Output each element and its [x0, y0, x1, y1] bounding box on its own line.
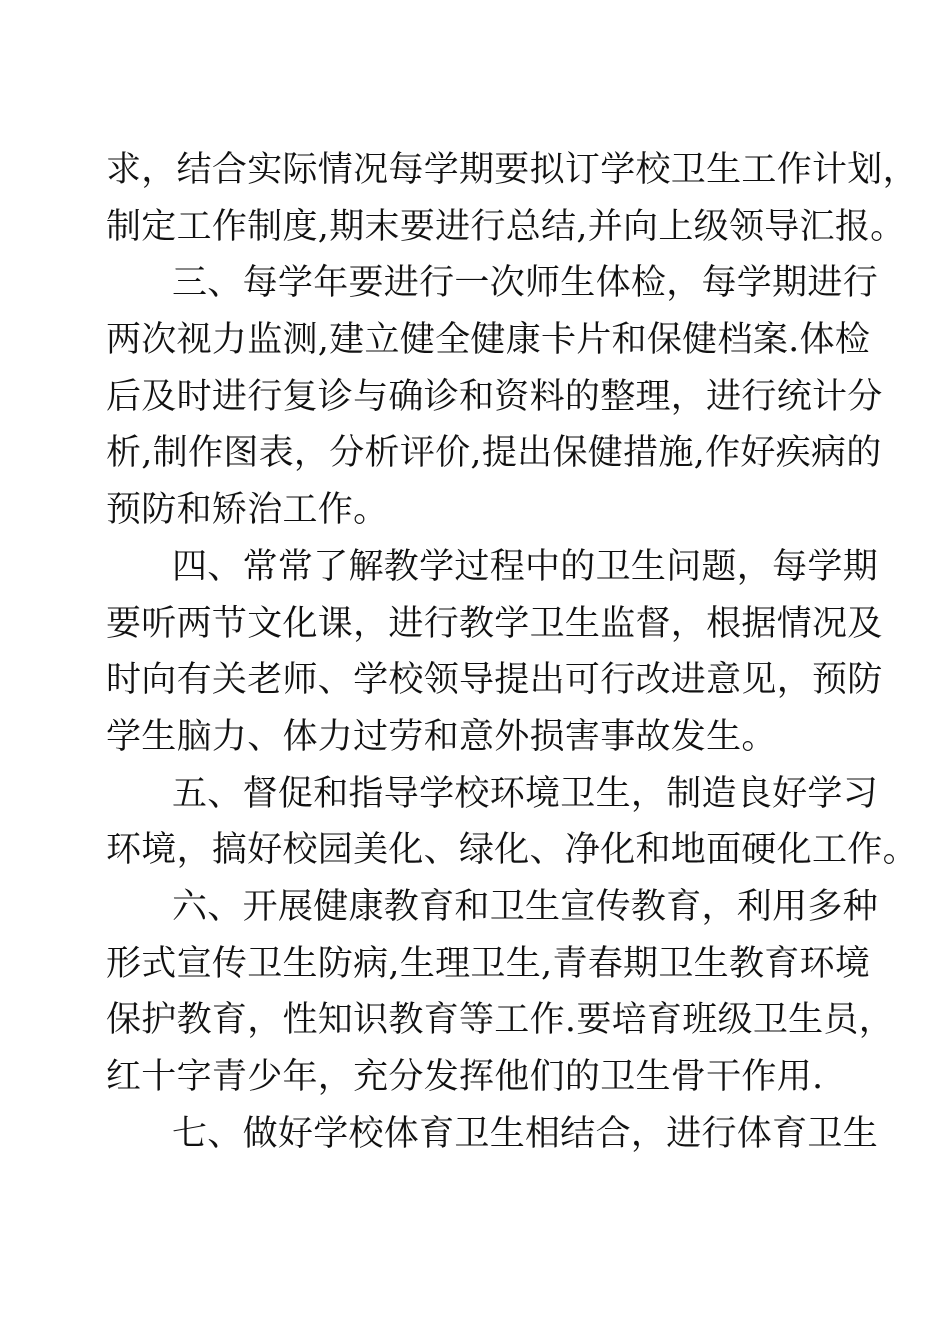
paragraph-start-line: 三、每学年要进行一次师生体检，每学期进行	[172, 263, 879, 304]
text-line: 红十字青少年，充分发挥他们的卫生骨干作用.	[106, 1057, 824, 1097]
text-line: 两次视力监测,建立健全健康卡片和保健档案.体检	[106, 320, 871, 361]
paragraph-start-line: 七、做好学校体育卫生相结合，进行体育卫生	[172, 1113, 879, 1154]
paragraph-start-line: 四、常常了解教学过程中的卫生问题，每学期	[172, 546, 879, 587]
text-line: 形式宣传卫生防病,生理卫生,青春期卫生教育环境	[106, 943, 871, 984]
text-line: 保护教育，性知识教育等工作.要培育班级卫生员，	[106, 1000, 895, 1041]
text-line: 时向有关老师、学校领导提出可行改进意见，预防	[106, 660, 883, 701]
text-line: 后及时进行复诊与确诊和资料的整理，进行统计分	[106, 376, 883, 417]
paragraph-start-line: 五、督促和指导学校环境卫生，制造良好学习	[172, 773, 879, 814]
paragraph-start-line: 六、开展健康教育和卫生宣传教育，利用多种	[172, 886, 879, 927]
text-line: 要听两节文化课，进行教学卫生监督，根据情况及	[106, 603, 883, 644]
text-line: 环境，搞好校园美化、绿化、净化和地面硬化工作。	[106, 830, 918, 871]
text-line: 求，结合实际情况每学期要拟订学校卫生工作计划，	[106, 150, 918, 190]
text-line: 制定工作制度,期末要进行总结,并向上级领导汇报。	[106, 206, 906, 247]
document-body	[106, 142, 918, 1162]
text-line: 预防和矫治工作。	[106, 490, 389, 531]
text-line: 学生脑力、体力过劳和意外损害事故发生。	[106, 716, 777, 757]
text-line: 析,制作图表，分析评价,提出保健措施,作好疾病的	[106, 433, 882, 474]
